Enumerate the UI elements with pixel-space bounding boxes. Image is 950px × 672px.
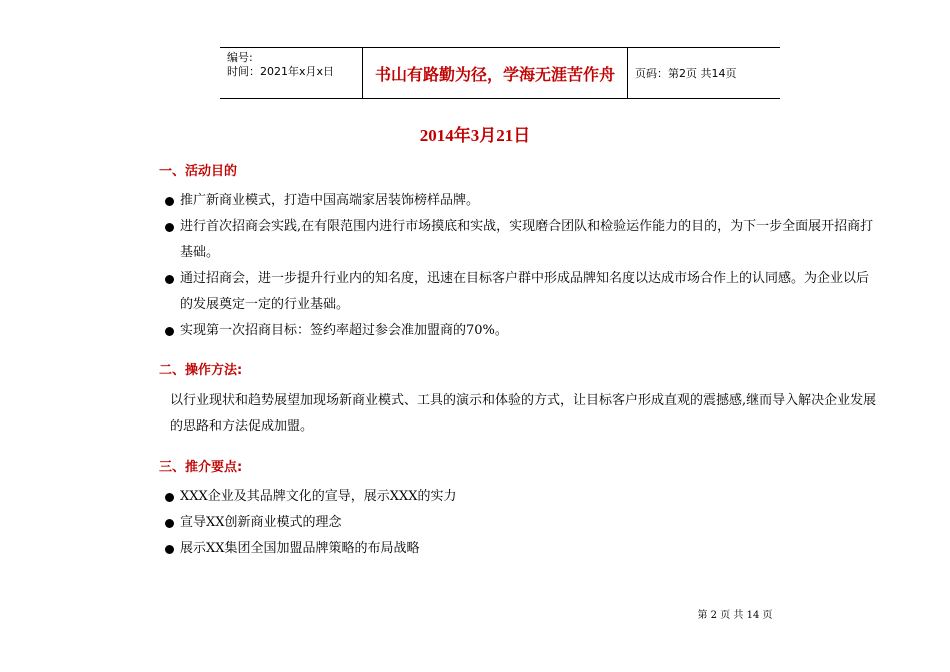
key-points-list [165,484,875,562]
bullet-icon [165,223,174,232]
section-heading-key-points: 三、推介要点: [159,460,243,475]
bullet-icon [165,519,174,528]
bullet-icon [165,493,174,502]
list-item: 宣导XX创新商业模式的理念 [165,510,875,536]
list-item: XXX企业及其品牌文化的宣导，展示XXX的实力 [165,484,875,510]
motto: 书山有路勤为径，学海无涯苦作舟 [363,48,628,98]
bullet-icon [165,327,174,336]
date-title: 2014年3月21日 [419,126,531,145]
list-item: 展示XX集团全国加盟品牌策略的布局战略 [165,536,875,562]
list-item: 实现第一次招商目标：签约率超过参会准加盟商的70%。 [165,318,875,344]
method-paragraph: 以行业现状和趋势展望加现场新商业模式、工具的演示和体验的方式，让目标客户形成直观的震撼感,继而导入解决企业发展的思路和方法促成加盟。 [170,393,877,434]
header-info-cell [220,48,363,98]
list-item: 通过招商会，进一步提升行业内的知名度，迅速在目标客户群中形成品牌知名度以达成市场合作上的认同感。为企业以后的发展奠定一定的行业基础。 [165,266,875,318]
section-heading-purpose: 一、活动目的 [159,164,238,179]
section-heading-method: 二、操作方法: [159,363,243,378]
page-footer: 第 2 页 共 14 页 [697,610,773,621]
purpose-list [165,188,875,344]
bullet-icon [165,197,174,206]
number-label: 编号: [227,51,253,64]
bullet-icon [165,275,174,284]
page-code: 页码：第2页 共14页 [635,67,737,80]
bullet-icon [165,545,174,554]
list-item: 进行首次招商会实践,在有限范围内进行市场摸底和实战，实现磨合团队和检验运作能力的目的，为下一步全面展开招商打基础。 [165,214,875,266]
document-header [220,47,780,99]
time-label: 时间：2021年x月x日 [227,65,335,78]
list-item: 推广新商业模式，打造中国高端家居装饰榜样品牌。 [165,188,875,214]
